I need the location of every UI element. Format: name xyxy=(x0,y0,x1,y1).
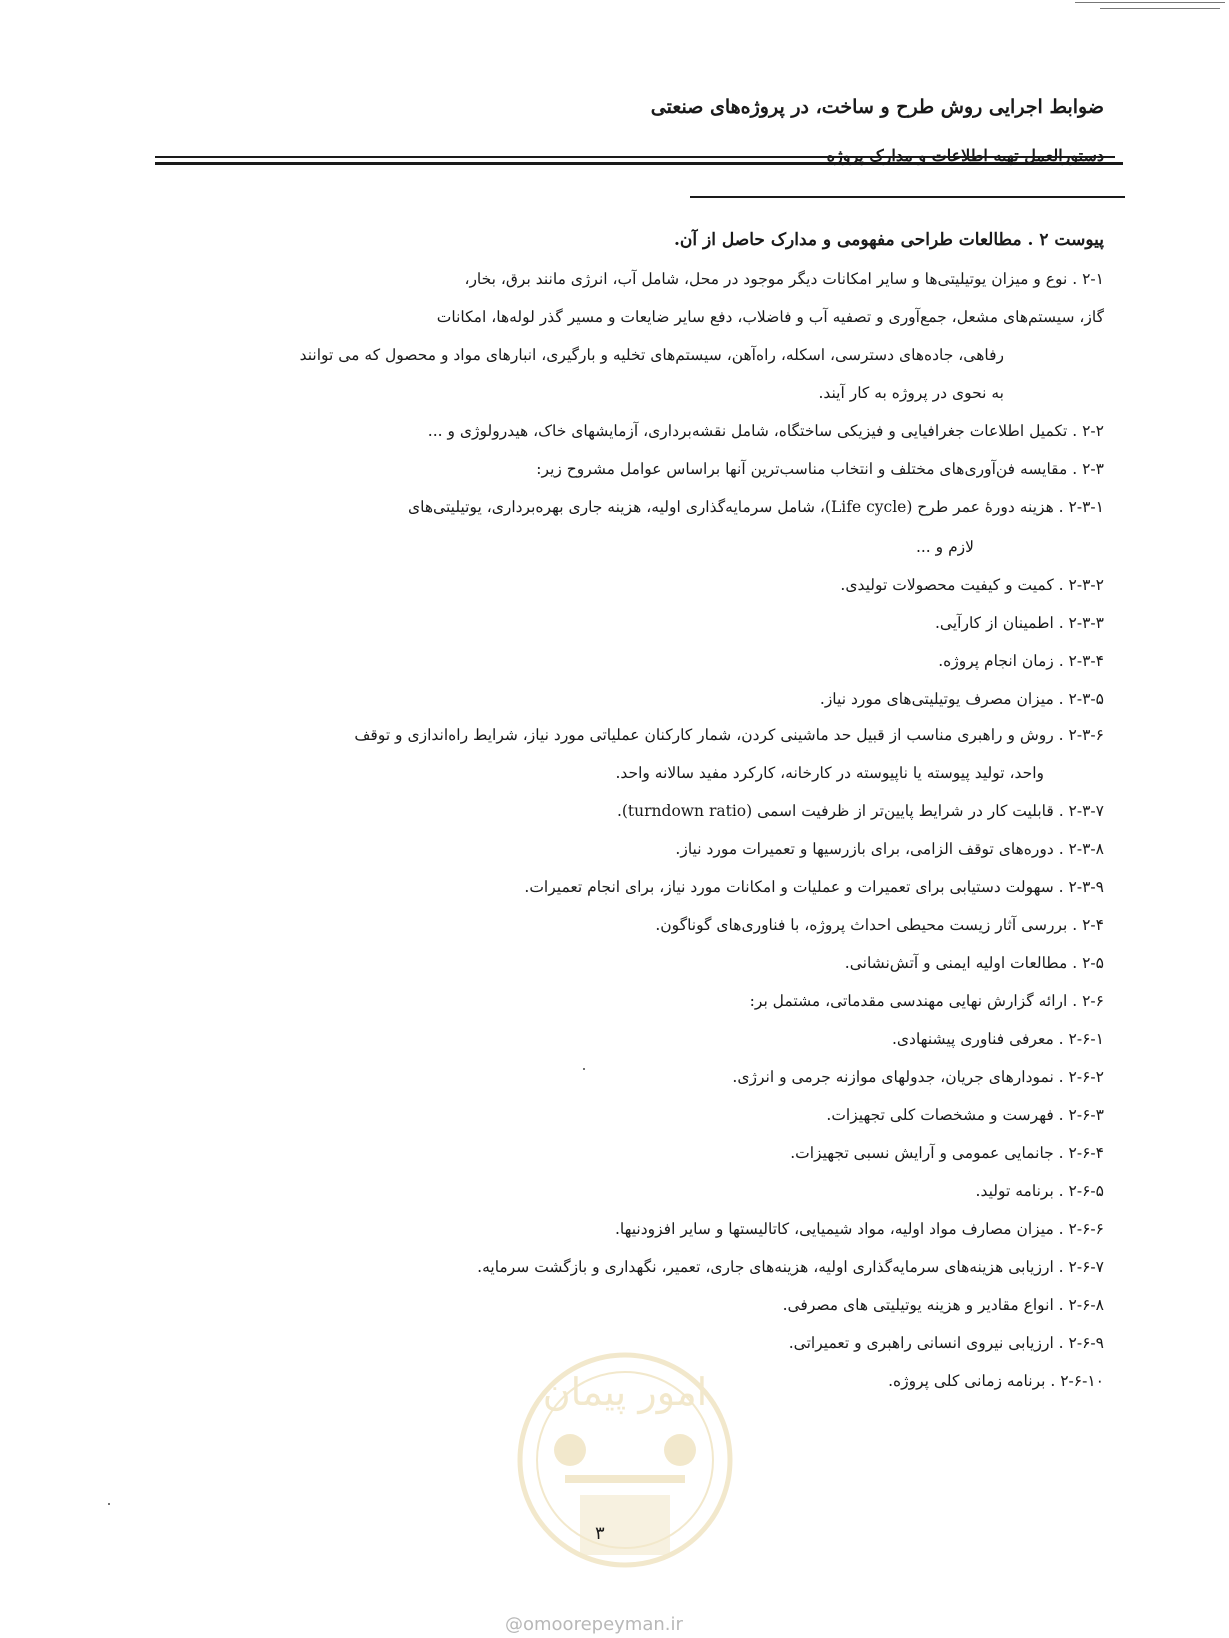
header-rule-short xyxy=(690,196,1125,198)
scan-mark xyxy=(1100,8,1220,9)
scan-speck xyxy=(108,1503,110,1505)
list-item: ۲-۳-۱ . هزینه دورهٔ عمر طرح (Life cycle)، شامل سرمایه‌گذاری اولیه، هزینه جاری بهره‌برداری، یوتیلیتی‌های xyxy=(408,498,1104,516)
list-item: ۲-۵ . مطالعات اولیه ایمنی و آتش‌نشانی. xyxy=(844,954,1104,972)
list-item: ۲-۳-۸ . دوره‌های توقف الزامی، برای بازرسیها و تعمیرات مورد نیاز. xyxy=(675,840,1104,858)
section-title: پیوست ۲ . مطالعات طراحی مفهومی و مدارک حاصل از آن. xyxy=(674,230,1104,250)
list-item: ۲-۶-۲ . نمودارهای جریان، جدولهای موازنه جرمی و انرژی. xyxy=(732,1068,1104,1086)
stamp-text: امور پیمان xyxy=(542,1370,708,1414)
list-item: ۲-۳ . مقایسه فن‌آوری‌های مختلف و انتخاب مناسب‌ترین آنها براساس عوامل مشروح زیر: xyxy=(536,460,1104,478)
list-item: ۲-۳-۷ . قابلیت کار در شرایط پایین‌تر از ظرفیت اسمی (turndown ratio). xyxy=(616,802,1104,820)
list-item: لازم و ... xyxy=(915,538,974,556)
list-item: ۲-۶-۳ . فهرست و مشخصات کلی تجهیزات. xyxy=(826,1106,1104,1124)
list-item: ۲-۳-۹ . سهولت دستیابی برای تعمیرات و عملیات و امکانات مورد نیاز، برای انجام تعمیرات. xyxy=(524,878,1104,896)
list-item: ۲-۶-۹ . ارزیابی نیروی انسانی راهبری و تعمیراتی. xyxy=(788,1334,1104,1352)
list-item: ۲-۳-۵ . میزان مصرف یوتیلیتی‌های مورد نیاز. xyxy=(819,690,1104,708)
list-item: ۲-۳-۲ . کمیت و کیفیت محصولات تولیدی. xyxy=(840,576,1104,594)
header-rule xyxy=(155,156,1115,158)
list-item: ۲-۳-۶ . روش و راهبری مناسب از قبیل حد ماشینی کردن، شمار کارکنان عملیاتی مورد نیاز، شرایط راه‌اندازی و توقف xyxy=(354,726,1104,744)
page-number: ۳ xyxy=(595,1523,605,1544)
list-item: ۲-۶-۷ . ارزیابی هزینه‌های سرمایه‌گذاری اولیه، هزینه‌های جاری، تعمیر، نگهداری و بازگشت سرمایه. xyxy=(477,1258,1104,1276)
list-item: ۲-۶-۶ . میزان مصارف مواد اولیه، مواد شیمیایی، کاتالیستها و سایر افزودنیها. xyxy=(614,1220,1104,1238)
scan-speck xyxy=(583,1068,585,1070)
list-item: ۲-۳-۴ . زمان انجام پروژه. xyxy=(938,652,1104,670)
list-item: ۲-۴ . بررسی آثار زیست محیطی احداث پروژه، با فناوری‌های گوناگون. xyxy=(655,916,1104,934)
list-item: ۲-۱ . نوع و میزان یوتیلیتی‌ها و سایر امکانات دیگر موجود در محل، شامل آب، انرژی مانند برق، بخار، xyxy=(464,270,1104,288)
watermark-url: @omoorepeyman.ir xyxy=(505,1614,683,1635)
list-item: واحد، تولید پیوسته یا ناپیوسته در کارخانه، کارکرد مفید سالانه واحد. xyxy=(615,764,1044,782)
list-item: ۲-۲ . تکمیل اطلاعات جغرافیایی و فیزیکی ساختگاه، شامل نقشه‌برداری، آزمایشهای خاک، هیدرولوژی و ... xyxy=(427,422,1104,440)
list-item: رفاهی، جاده‌های دسترسی، اسکله، راه‌آهن، سیستم‌های تخلیه و بارگیری، انبارهای مواد و محصول که می توانند xyxy=(299,346,1004,364)
list-item: به نحوی در پروژه به کار آیند. xyxy=(818,384,1004,402)
list-item: ۲-۶-۱۰ . برنامه زمانی کلی پروژه. xyxy=(888,1372,1104,1390)
header-title: ضوابط اجرایی روش طرح و ساخت، در پروژه‌های صنعتی xyxy=(650,96,1104,118)
list-item: ۲-۶-۴ . جانمایی عمومی و آرایش نسبی تجهیزات. xyxy=(790,1144,1104,1162)
list-item: ۲-۶-۱ . معرفی فناوری پیشنهادی. xyxy=(892,1030,1104,1048)
scan-mark xyxy=(1075,2,1225,3)
list-item: ۲-۳-۳ . اطمینان از کارآیی. xyxy=(935,614,1104,632)
list-item: ۲-۶-۸ . انواع مقادیر و هزینه یوتیلیتی های مصرفی. xyxy=(782,1296,1104,1314)
watermark-stamp-icon xyxy=(510,1335,740,1595)
header-rule xyxy=(155,162,1123,165)
list-item: گاز، سیستم‌های مشعل، جمع‌آوری و تصفیه آب و فاضلاب، دفع سایر ضایعات و مسیر گذر لوله‌ها، امکانات xyxy=(436,308,1104,326)
list-item: ۲-۶ . ارائه گزارش نهایی مهندسی مقدماتی، مشتمل بر: xyxy=(749,992,1104,1010)
list-item: ۲-۶-۵ . برنامه تولید. xyxy=(975,1182,1104,1200)
